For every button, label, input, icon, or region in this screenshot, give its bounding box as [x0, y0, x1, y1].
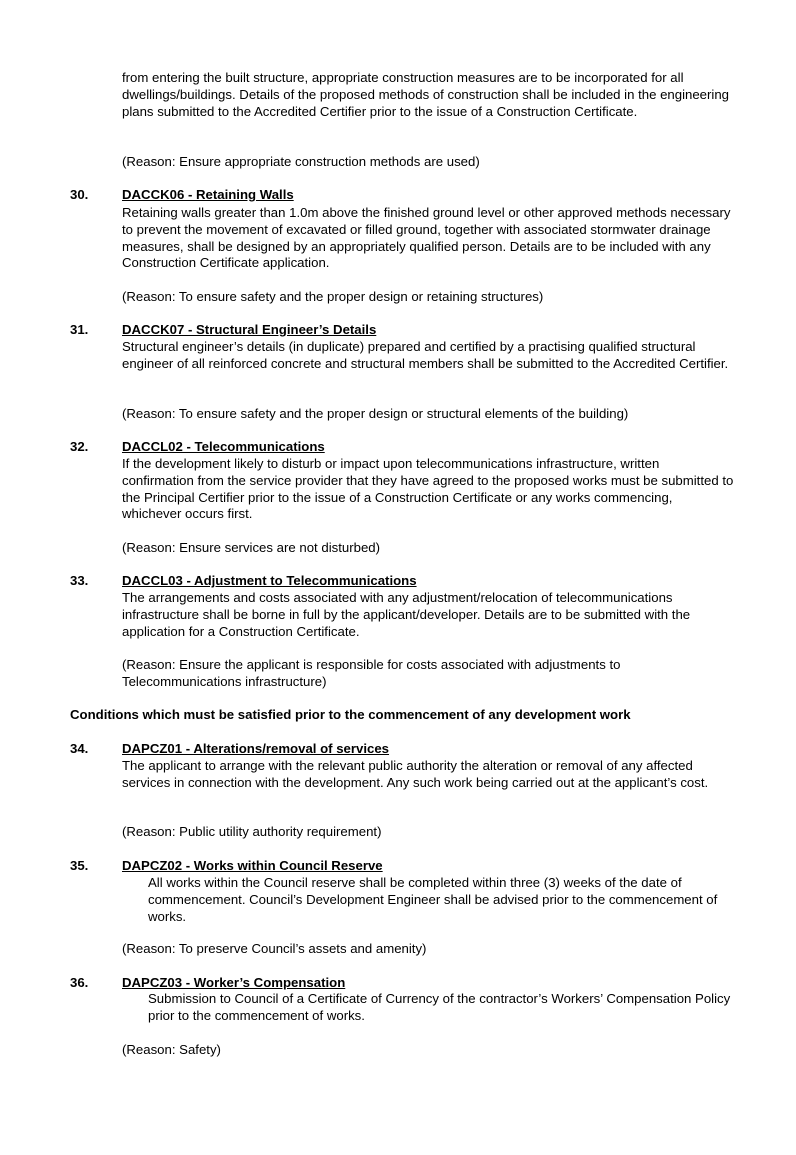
condition-heading: DAPCZ03 - Worker’s Compensation [122, 975, 346, 990]
condition-reason: (Reason: To ensure safety and the proper design or structural elements of the building) [122, 406, 629, 421]
condition-body: The applicant to arrange with the relevant public authority the alteration or removal of any affected services in connection with the development. Any such work being carried out at the applicant’s cost. [122, 758, 709, 790]
condition-heading: DACCK06 - Retaining Walls [122, 187, 294, 202]
condition-number: 36. [70, 975, 89, 990]
condition-reason: (Reason: Ensure services are not disturbed) [122, 540, 381, 555]
condition-body: Submission to Council of a Certificate of Currency of the contractor’s Workers’ Compensation Policy prior to the commencement of works. [148, 991, 731, 1023]
condition-number: 32. [70, 439, 89, 454]
condition-reason: (Reason: Safety) [122, 1042, 221, 1057]
condition-number: 31. [70, 322, 89, 337]
condition-body: All works within the Council reserve shall be completed within three (3) weeks of the date of commencement. Council’s Development Engineer shall be advised prior to the commencement of works. [148, 875, 718, 924]
condition-heading: DACCL03 - Adjustment to Telecommunications [122, 573, 417, 588]
condition-body: The arrangements and costs associated with any adjustment/relocation of telecommunications infrastructure shall be borne in full by the applicant/developer. Details are to be submitted with the application for a Construction Certificate. [122, 590, 691, 639]
condition-number: 33. [70, 573, 89, 588]
section-heading: Conditions which must be satisfied prior to the commencement of any development work [70, 707, 631, 722]
condition-reason: (Reason: To ensure safety and the proper design or retaining structures) [122, 289, 544, 304]
condition-heading: DAPCZ02 - Works within Council Reserve [122, 858, 383, 873]
condition-number: 30. [70, 187, 89, 202]
condition-heading: DACCL02 - Telecommunications [122, 439, 325, 454]
condition-heading: DACCK07 - Structural Engineer’s Details [122, 322, 377, 337]
condition-body: Structural engineer’s details (in duplicate) prepared and certified by a practising qualified structural engineer of all reinforced concrete and structural members shall be submitted to the Accredited Certifier. [122, 339, 729, 371]
intro-paragraph: from entering the built structure, appropriate construction measures are to be incorporated for all dwellings/buildings. Details of the proposed methods of construction shall be included in the engineering plans submitted to the Accredited Certifier prior to the issue of a Construction Certificate. [122, 70, 730, 119]
intro-reason: (Reason: Ensure appropriate construction methods are used) [122, 154, 480, 169]
condition-body: Retaining walls greater than 1.0m above the finished ground level or other approved methods necessary to prevent the movement of excavated or filled ground, together with associated stormwater drainage measures, shall be designed by an appropriately qualified person. Details are to be included with any Construction Certificate application. [122, 205, 731, 271]
condition-body: If the development likely to disturb or impact upon telecommunications infrastructure, written confirmation from the service provider that they have agreed to the proposed works must be submitted to the Principal Certifier prior to the issue of a Construction Certificate or any works commencing, whichever occurs first. [122, 456, 734, 522]
condition-reason: (Reason: Public utility authority requirement) [122, 824, 382, 839]
condition-heading: DAPCZ01 - Alterations/removal of services [122, 741, 390, 756]
condition-number: 34. [70, 741, 89, 756]
condition-reason: (Reason: Ensure the applicant is responsible for costs associated with adjustments to Telecommunications infrastructure) [122, 657, 621, 689]
condition-number: 35. [70, 858, 89, 873]
condition-reason: (Reason: To preserve Council’s assets and amenity) [122, 941, 427, 956]
